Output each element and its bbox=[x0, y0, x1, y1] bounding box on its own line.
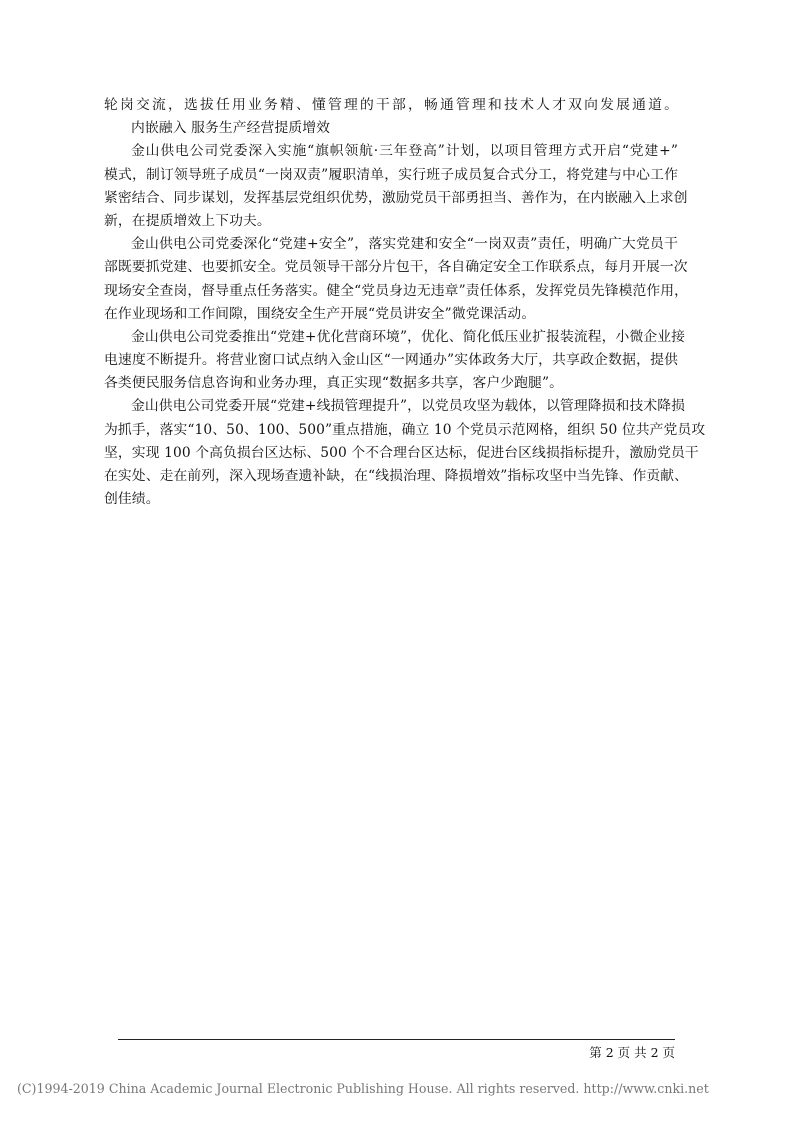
copyright-notice: (C)1994-2019 China Academic Journal Electronic Publishing House. All rights reserved. http://www.cnki.net bbox=[17, 1081, 709, 1096]
body-text-line: 金山供电公司党委深化“党建+安全”，落实党建和安全“一岗双责”责任，明确广大党员干 bbox=[131, 236, 678, 253]
body-text-line: 紧密结合、同步谋划，发挥基层党组织优势，激励党员干部勇担当、善作为，在内嵌融入上求创 bbox=[104, 189, 688, 206]
body-text-line: 在作业现场和工作间隙，围绕安全生产开展“党员讲安全”微党课活动。 bbox=[104, 305, 536, 322]
body-text-line: 新，在提质增效上下功夫。 bbox=[104, 212, 271, 229]
body-text-line: 模式，制订领导班子成员“一岗双责”履职清单，实行班子成员复合式分工，将党建与中心工作 bbox=[104, 166, 678, 183]
footer-divider bbox=[118, 1039, 675, 1040]
body-text-line: 部既要抓党建、也要抓安全。党员领导干部分片包干，各自确定安全工作联系点，每月开展一次 bbox=[104, 259, 688, 276]
body-text-line: 坚，实现 100 个高负损台区达标、500 个不合理台区达标，促进台区线损指标提升，激励党员干 bbox=[104, 444, 699, 461]
body-text-line: 创佳绩。 bbox=[104, 491, 160, 508]
body-text-line: 为抓手，落实“10、50、100、500”重点措施，确立 10 个党员示范网格，组织 50 位共产党员攻 bbox=[104, 421, 706, 438]
body-text-line: 金山供电公司党委开展“党建+线损管理提升”，以党员攻坚为载体，以管理降损和技术降损 bbox=[131, 398, 686, 415]
body-text-line: 金山供电公司党委推出“党建+优化营商环境”，优化、简化低压业扩报装流程，小微企业接 bbox=[131, 328, 686, 345]
body-text-line: 电速度不断提升。将营业窗口试点纳入金山区“一网通办”实体政务大厅，共享政企数据，提供 bbox=[104, 352, 678, 369]
body-text-line: 现场安全查岗，督导重点任务落实。健全“党员身边无违章”责任体系，发挥党员先锋模范作用， bbox=[104, 282, 689, 299]
section-heading: 内嵌融入 服务生产经营提质增效 bbox=[131, 120, 331, 137]
body-text-line: 金山供电公司党委深入实施“旗帜领航·三年登高”计划，以项目管理方式开启“党建+” bbox=[131, 143, 678, 160]
page-number: 第 2 页 共 2 页 bbox=[589, 1045, 675, 1060]
body-text-line: 轮岗交流，选拔任用业务精、懂管理的干部，畅通管理和技术人才双向发展通道。 bbox=[104, 97, 678, 113]
document-body bbox=[104, 94, 706, 511]
body-text-line: 各类便民服务信息咨询和业务办理，真正实现“数据多共享，客户少跑腿”。 bbox=[104, 375, 564, 392]
body-text-line: 在实处、走在前列，深入现场查遗补缺，在“线损治理、降损增效”指标攻坚中当先锋、作贡献、 bbox=[104, 468, 689, 484]
